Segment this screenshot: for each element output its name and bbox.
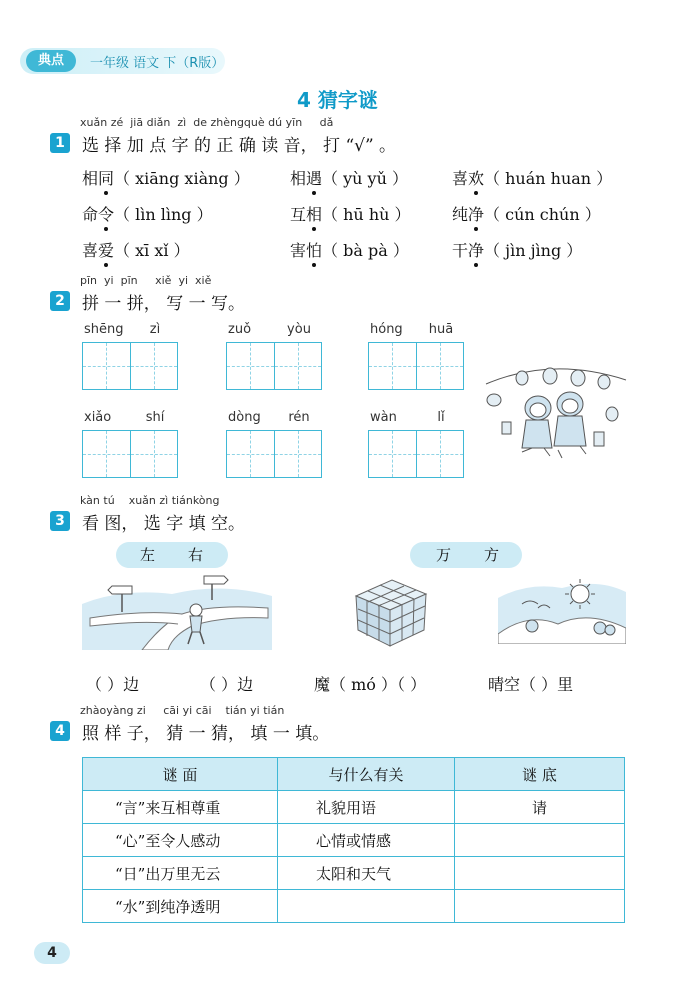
answer-cell[interactable] — [455, 857, 625, 890]
q1-item[interactable] — [452, 202, 601, 225]
q1-pinyin-options[interactable]: （ hū hù ） — [322, 205, 411, 224]
q1-pinyin-options[interactable]: （ yù yǔ ） — [322, 169, 408, 188]
q1-char: 相 — [82, 169, 99, 188]
writing-grid[interactable] — [226, 430, 322, 478]
related-cell: 心情或情感 — [278, 824, 455, 857]
blank-2[interactable]: （ ）边 — [200, 675, 254, 694]
q2-pinyin: pīn yi pīn xiě yi xiě — [80, 274, 212, 287]
q1-instruction: 选 择 加 点 字 的 正 确 读 音， 打 “√” 。 — [82, 136, 397, 156]
grid-cell[interactable] — [416, 431, 463, 477]
blank-1[interactable]: （ ）边 — [86, 675, 140, 694]
q1-item[interactable] — [82, 166, 250, 189]
table-row — [83, 890, 625, 923]
grid-cell[interactable] — [369, 431, 416, 477]
q1-char: 互 — [290, 205, 307, 224]
related-cell[interactable] — [278, 890, 455, 923]
grid-cell[interactable] — [227, 431, 274, 477]
q1-item[interactable] — [452, 166, 612, 189]
grid-cell[interactable] — [274, 343, 321, 389]
brand-logo: 典点 — [26, 50, 76, 72]
sunny-sky-picture — [498, 574, 626, 644]
q4-pinyin: zhàoyàng zi cāi yi cāi tián yi tián — [80, 704, 285, 717]
lantern-children-illustration — [482, 362, 630, 462]
writing-grid[interactable] — [226, 342, 322, 390]
answer-cell[interactable] — [455, 824, 625, 857]
q1-dotted-char: 相 — [306, 202, 322, 225]
writing-grid[interactable] — [82, 342, 178, 390]
q1-dotted-char: 欢 — [468, 166, 484, 189]
book-label: 一年级 语文 下（R版） — [90, 56, 225, 71]
q1-dotted-char: 净 — [468, 202, 484, 225]
blank-4[interactable]: 晴空（ ）里 — [488, 675, 574, 694]
q4-instruction: 照 样 子， 猜 一 猜， 填 一 填。 — [82, 724, 330, 744]
grid-cell[interactable] — [130, 431, 177, 477]
header-related: 与什么有关 — [278, 758, 455, 791]
page-number: 4 — [34, 942, 70, 964]
grid-cell[interactable] — [227, 343, 274, 389]
q2-word-pinyin: dòng rén — [228, 410, 310, 425]
option-pill-wan-fang — [410, 542, 522, 568]
option-you: 右 — [188, 546, 204, 564]
q1-dotted-char: 同 — [98, 166, 114, 189]
riddle-cell: “水”到纯净透明 — [83, 890, 278, 923]
q1-dotted-char: 遇 — [306, 166, 322, 189]
q2-word-pinyin: zuǒ yòu — [228, 322, 311, 337]
q2-word-pinyin: hóng huā — [370, 322, 454, 337]
q2-instruction: 拼 一 拼， 写 一 写。 — [82, 294, 246, 314]
related-cell: 礼貌用语 — [278, 791, 455, 824]
q1-number: 1 — [50, 133, 70, 153]
q1-dotted-char: 净 — [468, 238, 484, 261]
q1-char: 干 — [452, 241, 469, 260]
table-row — [83, 857, 625, 890]
q1-item[interactable] — [82, 202, 213, 225]
q1-pinyin-options[interactable]: （ xiāng xiàng ） — [114, 169, 250, 188]
q1-pinyin-options[interactable]: （ jìn jìng ） — [484, 241, 583, 260]
grid-cell[interactable] — [83, 343, 130, 389]
riddle-cell: “心”至令人感动 — [83, 824, 278, 857]
q3-number: 3 — [50, 511, 70, 531]
q2-number: 2 — [50, 291, 70, 311]
q1-char: 纯 — [452, 205, 469, 224]
writing-grid[interactable] — [368, 342, 464, 390]
q1-item[interactable] — [290, 238, 409, 261]
q1-char: 相 — [290, 169, 307, 188]
grid-cell[interactable] — [416, 343, 463, 389]
q1-pinyin-options[interactable]: （ huán huan ） — [484, 169, 613, 188]
q1-dotted-char: 爱 — [98, 238, 114, 261]
q1-char: 喜 — [82, 241, 99, 260]
q1-pinyin-options[interactable]: （ xī xǐ ） — [114, 241, 190, 260]
answer-cell[interactable] — [455, 890, 625, 923]
grid-cell[interactable] — [274, 431, 321, 477]
option-fang: 方 — [484, 546, 500, 564]
grid-cell[interactable] — [130, 343, 177, 389]
q1-char: 害 — [290, 241, 307, 260]
riddle-cell: “言”来互相尊重 — [83, 791, 278, 824]
q4-number: 4 — [50, 721, 70, 741]
grid-cell[interactable] — [369, 343, 416, 389]
q1-pinyin-options[interactable]: （ lìn lìng ） — [114, 205, 213, 224]
answer-cell[interactable]: 请 — [455, 791, 625, 824]
q3-pinyin: kàn tú xuǎn zì tiánkòng — [80, 494, 220, 507]
header-answer: 谜 底 — [455, 758, 625, 791]
option-wan: 万 — [436, 546, 452, 564]
q2-word-pinyin: shēng zì — [84, 322, 161, 337]
q1-item[interactable] — [290, 202, 411, 225]
q1-pinyin-options[interactable]: （ bà pà ） — [322, 241, 409, 260]
writing-grid[interactable] — [368, 430, 464, 478]
blank-3[interactable]: 魔（ mó ）（ ） — [314, 675, 427, 694]
q1-char: 命 — [82, 205, 99, 224]
magic-cube-picture — [350, 574, 430, 650]
header-banner — [20, 48, 225, 74]
header-riddle: 谜 面 — [83, 758, 278, 791]
q3-instruction: 看 图， 选 字 填 空。 — [82, 514, 246, 534]
option-pill-zuo-you — [116, 542, 228, 568]
q1-item[interactable] — [452, 238, 582, 261]
q2-word-pinyin: wàn lǐ — [370, 410, 445, 425]
q1-item[interactable] — [290, 166, 408, 189]
fork-road-picture — [82, 574, 272, 650]
q2-word-pinyin: xiǎo shí — [84, 410, 165, 425]
option-zuo: 左 — [140, 546, 156, 564]
q1-pinyin-options[interactable]: （ cún chún ） — [484, 205, 601, 224]
related-cell: 太阳和天气 — [278, 857, 455, 890]
writing-grid[interactable] — [82, 430, 178, 478]
q1-dotted-char: 令 — [98, 202, 114, 225]
riddle-table — [82, 757, 625, 923]
table-row — [83, 791, 625, 824]
grid-cell[interactable] — [83, 431, 130, 477]
riddle-cell: “日”出万里无云 — [83, 857, 278, 890]
q1-char: 喜 — [452, 169, 469, 188]
q1-item[interactable] — [82, 238, 190, 261]
lesson-title: 4 猜字谜 — [297, 88, 378, 112]
q1-pinyin: xuǎn zé jiā diǎn zì de zhèngquè dú yīn dǎ — [80, 116, 334, 129]
table-row — [83, 824, 625, 857]
q1-dotted-char: 怕 — [306, 238, 322, 261]
